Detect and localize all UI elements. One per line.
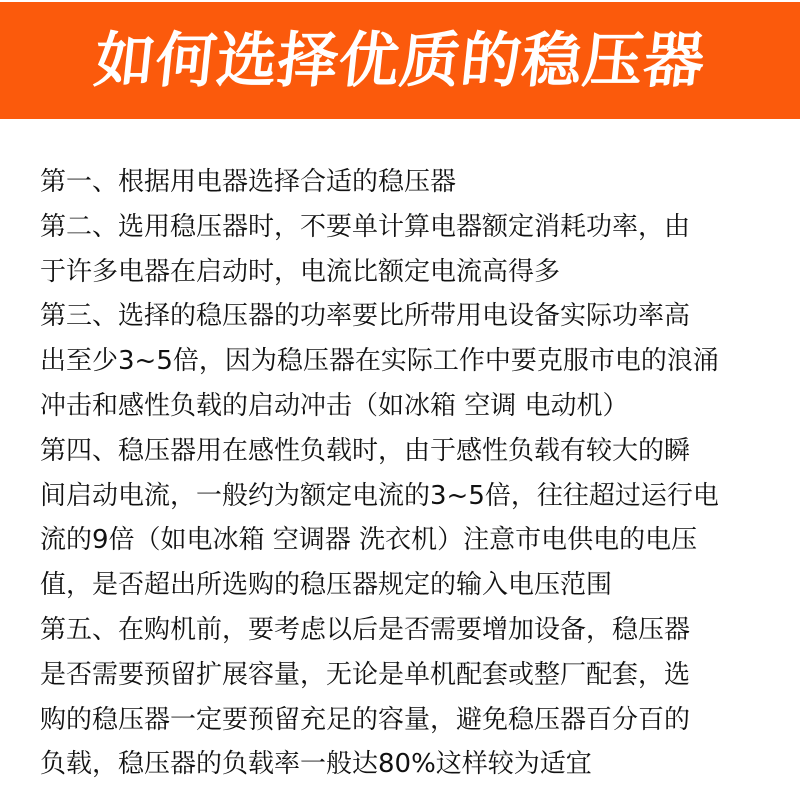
text-line: 流的9倍（如电冰箱 空调器 洗衣机）注意市电供电的电压 [40, 525, 698, 556]
article-body [40, 160, 770, 787]
text-line: 值，是否超出所选购的稳压器规定的输入电压范围 [40, 570, 613, 601]
text-line: 第四、稳压器用在感性负载时，由于感性负载有较大的瞬 [40, 435, 691, 466]
text-line: 冲击和感性负载的启动冲击（如冰箱 空调 电动机） [40, 390, 629, 421]
text-line: 第三、选择的稳压器的功率要比所带用电设备实际功率高 [40, 301, 691, 332]
text-line: 第一、根据用电器选择合适的稳压器 [40, 167, 457, 197]
page-title: 如何选择优质的稳压器 [91, 25, 709, 96]
text-line: 出至少3~5倍，因为稳压器在实际工作中要克服市电的浪涌 [40, 346, 719, 377]
text-line: 第二、选用稳压器时，不要单计算电器额定消耗功率，由 [40, 211, 691, 242]
text-line: 购的稳压器一定要预留充足的容量，避免稳压器百分百的 [40, 704, 691, 735]
text-line: 负载，稳压器的负载率一般达80%这样较为适宜 [40, 749, 592, 780]
text-line: 于许多电器在启动时，电流比额定电流高得多 [40, 256, 561, 287]
title-banner [0, 2, 800, 119]
text-line: 第五、在购机前，要考虑以后是否需要增加设备，稳压器 [40, 614, 691, 645]
text-line: 间启动电流，一般约为额定电流的3~5倍，往往超过运行电 [40, 480, 719, 511]
text-line: 是否需要预留扩展容量，无论是单机配套或整厂配套，选 [40, 659, 691, 690]
